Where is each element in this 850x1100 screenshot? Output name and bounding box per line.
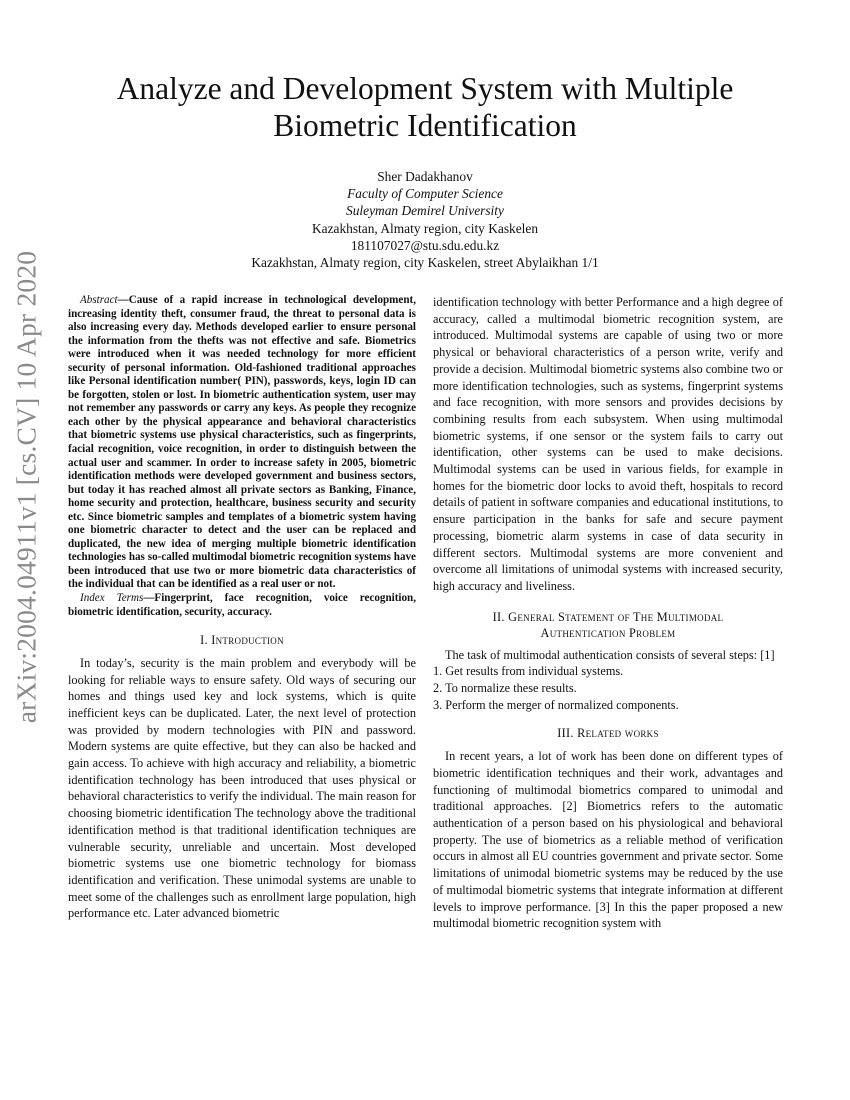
index-terms-paragraph	[68, 592, 416, 619]
author-email: 181107027@stu.sdu.edu.kz	[350, 237, 500, 253]
section-heading-related-works: III. Related works	[557, 726, 659, 741]
section-heading-general-statement	[433, 609, 783, 641]
author-university: Suleyman Demirel University	[346, 203, 504, 219]
related-works-text: In recent years, a lot of work has been done on different types of biometric identification techniques and their work, advantages and functioning of multimodal biometrics compared to unimodal and traditional approaches. [2] Biometrics refers to the automatic authentication of a person based on his physiological and behavioral property. The use of biometrics as a reliable method of verification occurs in almost all EU countries government and private sector. Some limitations of unimodal biometric systems may be reduced by the use of multimodal biometric systems that integrate information at different levels to improve performance. [3] In this the paper proposed a new multimodal biometric recognition system with	[433, 749, 783, 931]
author-name: Sher Dadakhanov	[377, 169, 473, 184]
section-heading-general-statement-line1: II. General Statement of The Multimodal	[492, 609, 724, 624]
step-item: 1. Get results from individual systems.	[433, 664, 624, 679]
abstract	[68, 294, 416, 619]
general-statement-intro: The task of multimodal authentication consists of several steps: [1]	[445, 647, 775, 662]
paper-title: Analyze and Development System with Multiple Biometric Identification	[116, 71, 734, 143]
arxiv-identifier-text: arXiv:2004.04911v1 [cs.CV] 10 Apr 2020	[10, 250, 42, 724]
abstract-text: —Cause of a rapid increase in technological development, increasing identity theft, consumer fraud, the threat to personal data is also increasing every day. Methods developed earlier to ensure personal the information from the thefts was not effective and safe. Biometrics were introduced when it was needed technology for more efficient security of personal information. Old-fashioned traditional approaches like Personal identification number( PIN), passwords, keys, login ID can be forgotten, stolen or lost. In biometric authentication system, user may not remember any passwords or carry any keys. As people they recognize each other by the physical appearance and behavioral characteristics that biometric systems use physical characteristics, such as fingerprints, facial recognition, voice recognition, in order to distinguish between the actual user and scammer. In order to increase safety in 2005, biometric identification methods were developed government and business sectors, but today it has reached almost all private sectors as Banking, Finance, home security and protection, healthcare, business security and security etc. Since biometric samples and templates of a biometric system having one biometric character to detect and the user can be replaced and duplicated, the new idea of merging multiple biometric identification technologies has so-called multimodal biometric recognition systems have been introduced that use two or more biometric data characteristics of the individual that can be identified as a real user or not.	[68, 294, 416, 591]
abstract-label: Abstract	[80, 294, 118, 306]
step-item: 3. Perform the merger of normalized components.	[433, 697, 679, 712]
arxiv-identifier-stamp	[6, 250, 46, 724]
author-address: Kazakhstan, Almaty region, city Kaskelen, street Abylaikhan 1/1	[251, 255, 599, 271]
author-location: Kazakhstan, Almaty region, city Kaskelen	[311, 220, 539, 236]
author-block	[120, 168, 730, 271]
author-faculty: Faculty of Computer Science	[347, 186, 503, 202]
step-item: 2. To normalize these results.	[433, 681, 577, 696]
right-column	[433, 294, 783, 932]
index-terms-text: —Fingerprint, face recognition, voice recognition, biometric identification, security, accuracy.	[68, 592, 416, 618]
left-column	[68, 294, 416, 922]
section-heading-general-statement-line2: Authentication Problem	[540, 625, 676, 640]
section-heading-introduction: I. Introduction	[200, 633, 284, 648]
introduction-continued-text: identification technology with better Performance and a high degree of accuracy, called a multimodal biometric recognition system, are introduced. Multimodal systems are capable of using two or more physical or behavioral characteristics of a person write, verify and provide a decision. Multimodal biometric systems also combine two or more identification technologies, such as systems, fingerprint systems and face recognition, with more sensors and provides decisions by combining results from each subsystem. When using multimodal biometric systems, if one sensor or the system fails to carry out identification, other systems can be used to make decisions. Multimodal systems can be used in various fields, for example in homes for the biometric door locks to avoid theft, hospitals to record details of patient in software companies and educational institutions, to ensure participation in the banks for safe and secure payment processing, biometric alarm systems in case of data security in different sectors. Multimodal systems are more convenient and overcome all limitations of unimodal systems with increased security, high accuracy and liveliness.	[433, 295, 783, 593]
index-terms-label: Index Terms	[80, 592, 144, 605]
introduction-text: In today’s, security is the main problem and everybody will be looking for reliable ways to ensure safety. Old ways of securing our homes and things used key and lock systems, which is quite inefficient keys can be duplicated. Later, the next level of protection was provided by modern technologies with PIN and password. Modern systems are quite effective, but they can also be hacked and gain access. To achieve with high accuracy and reliability, a biometric identification technology has been introduced that uses physical or behavioral characteristics to verify the individual. The main reason for choosing biometric identification The technology above the traditional identification method is that traditional identification techniques are vulnerable security, unreliable and uncertain. Most developed biometric systems use one biometric technology for biomass identification and verification. These unimodal systems are unable to meet some of the challenges such as enrollment large population, high performance etc. Later advanced biometric	[68, 655, 416, 921]
abstract-paragraph	[68, 294, 416, 592]
